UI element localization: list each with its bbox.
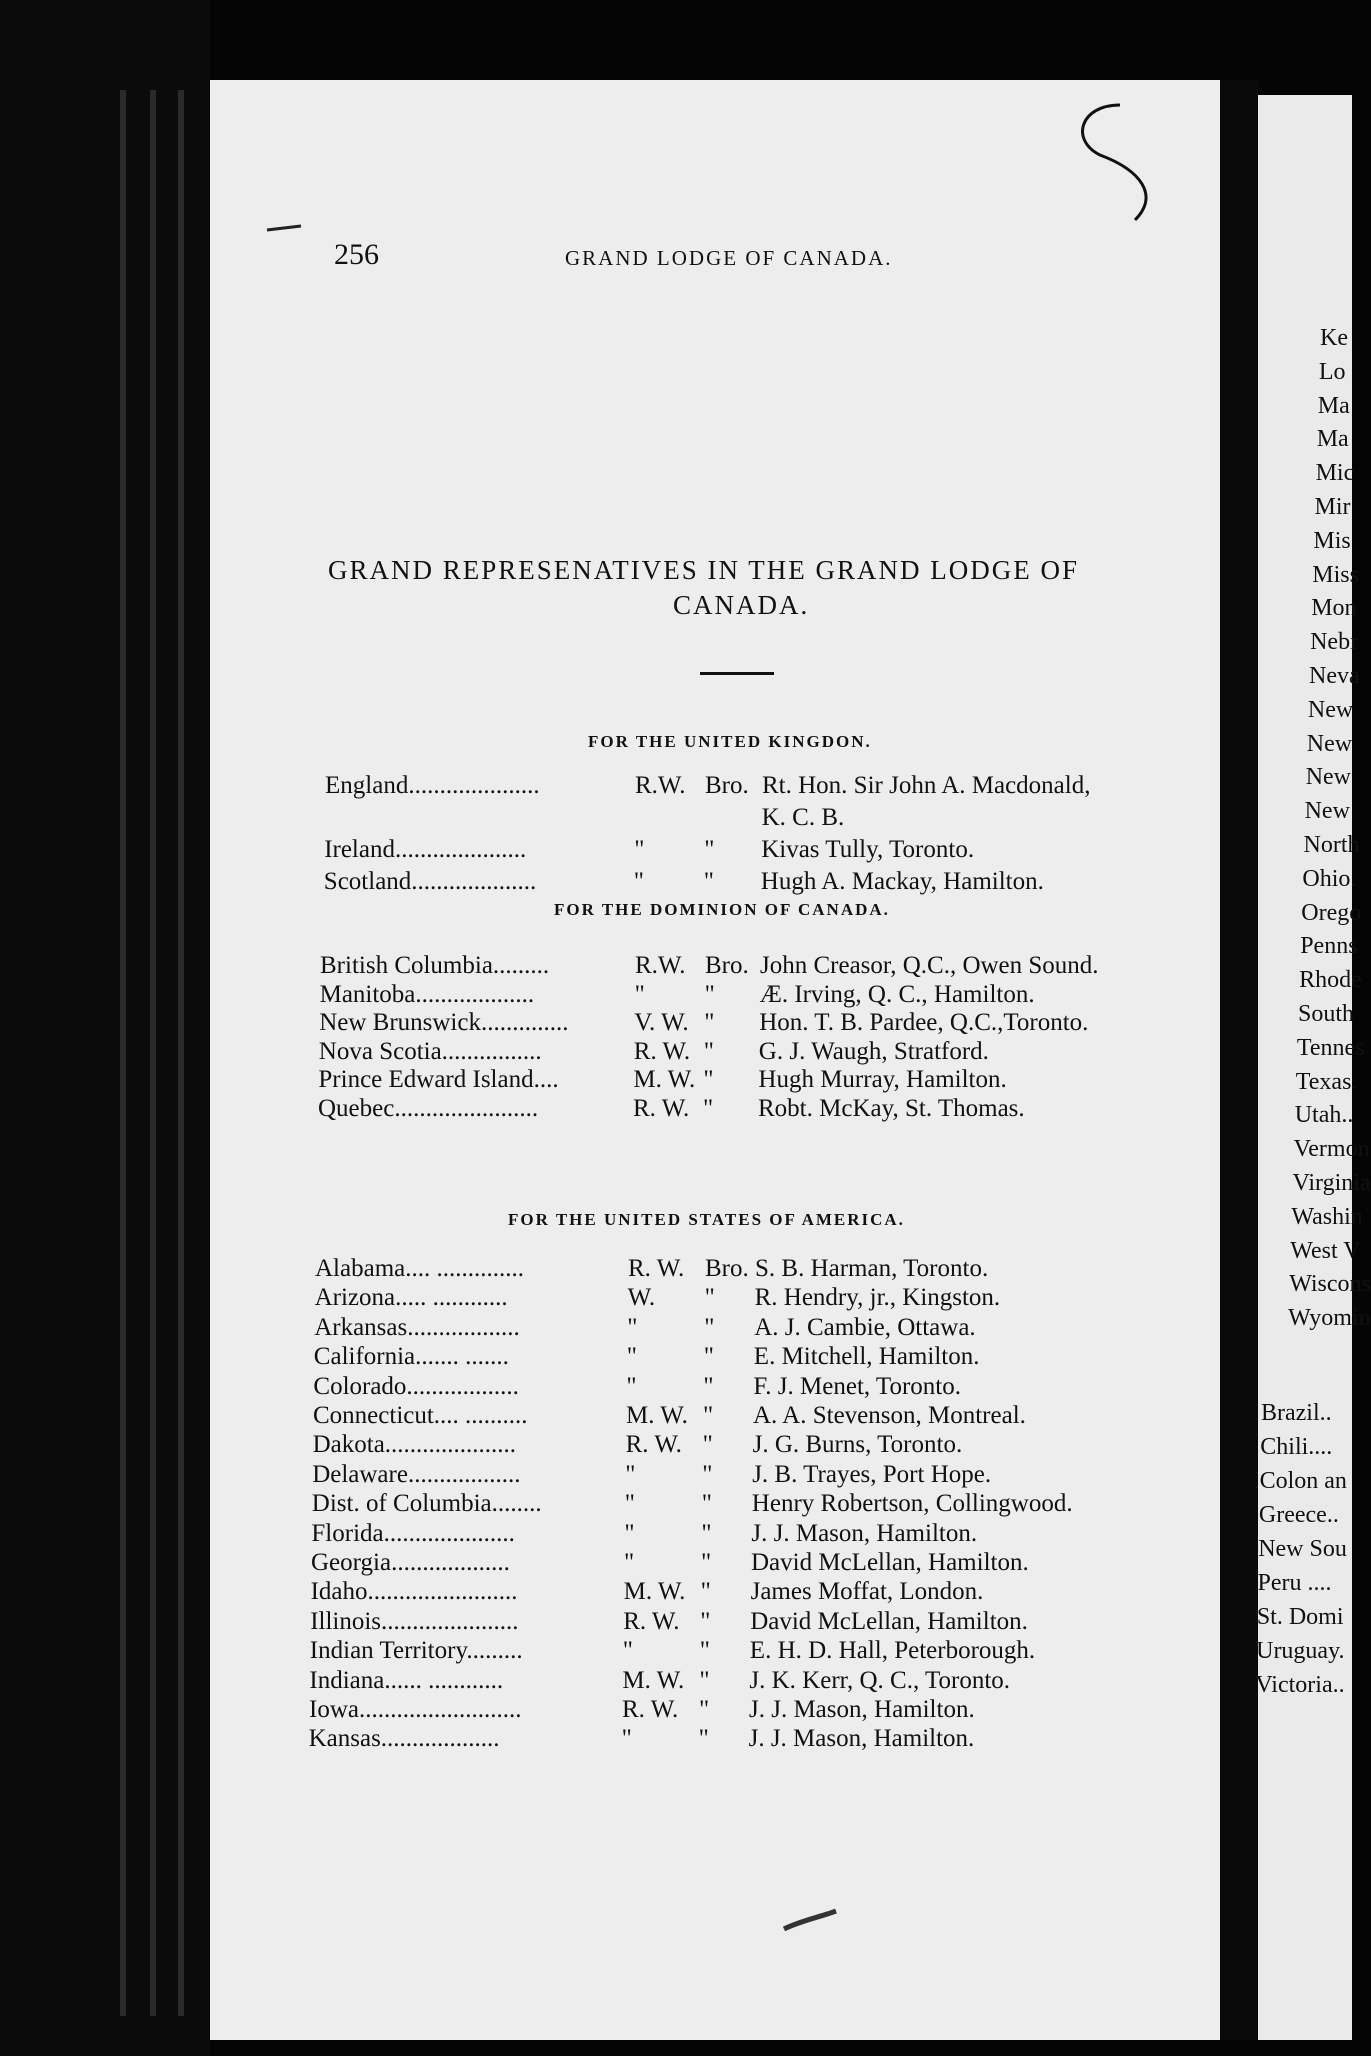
- state-cell: Arkansas..................: [314, 1313, 520, 1341]
- bro-cell: ": [703, 868, 715, 895]
- representative-cell: F. J. Menet, Toronto.: [753, 1372, 961, 1400]
- state-cell: New Brunswick..............: [319, 1009, 569, 1036]
- representative-cell: David McLellan, Hamilton.: [750, 1607, 1028, 1635]
- representative-cell: Robt. McKay, St. Thomas.: [758, 1094, 1025, 1122]
- state-cell: Scotland....................: [323, 868, 537, 895]
- title-rule: [700, 672, 774, 675]
- bro-cell: ": [704, 1284, 715, 1312]
- facing-page: [1255, 95, 1371, 2040]
- representative-cell: John Creasor, Q.C., Owen Sound.: [760, 952, 1099, 979]
- state-cell: Nova Scotia................: [318, 1037, 542, 1065]
- bro-cell: ": [702, 1431, 713, 1459]
- state-cell: Arizona..... ............: [314, 1284, 508, 1312]
- rank-cell: ": [634, 836, 645, 863]
- representative-cell: E. Mitchell, Hamilton.: [753, 1343, 980, 1371]
- rank-cell: ": [626, 1372, 637, 1400]
- rank-cell: R. W.: [633, 1094, 690, 1122]
- state-cell: England.....................: [325, 772, 540, 799]
- rank-cell: V. W.: [634, 1009, 689, 1036]
- bro-cell: ": [703, 1066, 714, 1093]
- facing-page-item: Brazil..: [1261, 1400, 1332, 1426]
- representative-cell: K. C. B.: [761, 804, 845, 831]
- state-cell: Alabama.... ..............: [315, 1255, 524, 1282]
- bro-cell: ": [703, 1402, 714, 1429]
- bro-cell: ": [700, 1578, 711, 1606]
- bro-cell: ": [704, 1313, 715, 1341]
- facing-page-item: Vermon: [1293, 1136, 1370, 1163]
- representative-cell: Hugh Murray, Hamilton.: [758, 1066, 1007, 1093]
- rank-cell: ": [626, 1343, 638, 1371]
- facing-page-item: Miss: [1312, 561, 1359, 588]
- spine-shadow: [150, 90, 156, 2016]
- facing-page-item: Nebr: [1310, 629, 1359, 656]
- rank-cell: R. W.: [628, 1255, 685, 1282]
- state-cell: Indian Territory.........: [309, 1637, 523, 1665]
- facing-page-item: New: [1304, 798, 1350, 825]
- rank-cell: ": [625, 1460, 636, 1488]
- facing-page-item: Tennes: [1296, 1034, 1365, 1061]
- bro-cell: ": [704, 1009, 715, 1036]
- facing-page-item: Mic: [1315, 460, 1355, 487]
- bro-cell: ": [701, 1549, 712, 1576]
- state-cell: Connecticut.... ..........: [313, 1402, 528, 1429]
- page-number: 256: [334, 238, 379, 271]
- facing-page-item: North: [1303, 832, 1360, 858]
- facing-page-item: Victoria..: [1255, 1672, 1345, 1698]
- facing-page-item: Peru ....: [1257, 1570, 1332, 1596]
- representative-cell: Æ. Irving, Q. C., Hamilton.: [759, 980, 1035, 1008]
- facing-page-item: New Sou: [1258, 1536, 1347, 1562]
- book-spine: [0, 0, 210, 2056]
- representative-cell: A. J. Cambie, Ottawa.: [754, 1313, 976, 1341]
- facing-page-item: West V: [1290, 1237, 1361, 1264]
- facing-page-item: Ma: [1316, 426, 1349, 453]
- facing-page-item: Ke: [1320, 325, 1348, 351]
- facing-page-item: Uruguay.: [1256, 1638, 1345, 1664]
- state-cell: Dist. of Columbia........: [311, 1490, 542, 1518]
- facing-page-item: Washin: [1291, 1203, 1363, 1230]
- representative-cell: J. K. Kerr, Q. C., Toronto.: [749, 1666, 1011, 1694]
- representative-cell: Hon. T. B. Pardee, Q.C.,Toronto.: [759, 1009, 1089, 1036]
- bro-cell: ": [703, 1094, 714, 1122]
- rank-cell: R.W.: [635, 772, 686, 799]
- representative-cell: Rt. Hon. Sir John A. Macdonald,: [762, 772, 1091, 799]
- representative-cell: Hugh A. Mackay, Hamilton.: [760, 868, 1044, 895]
- rank-cell: R. W.: [625, 1431, 682, 1459]
- rank-cell: ": [624, 1549, 635, 1576]
- representative-cell: J. B. Trayes, Port Hope.: [752, 1460, 992, 1488]
- handwritten-mark: [1040, 85, 1180, 225]
- representative-cell: David McLellan, Hamilton.: [751, 1549, 1029, 1576]
- section-heading-dominion-of-canada: FOR THE DOMINION OF CANADA.: [554, 900, 890, 919]
- facing-page-item: Penns: [1300, 933, 1358, 960]
- representative-cell: J. G. Burns, Toronto.: [752, 1431, 963, 1459]
- representative-cell: James Moffat, London.: [750, 1578, 984, 1606]
- rank-cell: M. W.: [622, 1666, 685, 1694]
- facing-page-item: Mis: [1313, 527, 1351, 554]
- representative-cell: A. A. Stevenson, Montreal.: [753, 1402, 1026, 1429]
- representative-cell: Kivas Tully, Toronto.: [761, 836, 975, 863]
- rank-cell: ": [624, 1490, 636, 1518]
- spine-shadow: [120, 90, 126, 2016]
- representative-cell: E. H. D. Hall, Peterborough.: [749, 1637, 1036, 1665]
- page-gutter: [1220, 80, 1258, 2040]
- bro-cell: ": [699, 1637, 711, 1665]
- facing-page-item: Virginia: [1292, 1170, 1371, 1196]
- state-cell: Georgia...................: [311, 1549, 510, 1576]
- bro-cell: ": [698, 1725, 709, 1753]
- rank-cell: R. W.: [622, 1696, 679, 1723]
- section-heading-united-kingdom: FOR THE UNITED KINGDON.: [588, 732, 872, 751]
- section-heading-united-states: FOR THE UNITED STATES OF AMERICA.: [508, 1210, 905, 1229]
- bro-cell: ": [703, 1343, 715, 1371]
- state-cell: Prince Edward Island....: [318, 1066, 559, 1093]
- bro-cell: Bro.: [705, 772, 749, 799]
- state-cell: Manitoba...................: [319, 980, 535, 1008]
- representative-cell: J. J. Mason, Hamilton.: [748, 1725, 975, 1753]
- facing-page-item: Texas.: [1295, 1068, 1358, 1095]
- representative-cell: Henry Robertson, Collingwood.: [751, 1490, 1073, 1518]
- rank-cell: M. W.: [633, 1066, 696, 1093]
- ink-smudge: [780, 1905, 840, 1935]
- facing-page-item: South: [1298, 1001, 1355, 1027]
- facing-page-item: Neva: [1309, 663, 1360, 689]
- page-title-continued: CANADA.: [673, 590, 810, 620]
- state-cell: Idaho........................: [310, 1578, 518, 1606]
- facing-page-item: Wiscons: [1289, 1271, 1371, 1298]
- bro-cell: ": [699, 1666, 710, 1694]
- facing-page-item: Chili....: [1260, 1434, 1333, 1460]
- facing-page-item: Wyomin: [1288, 1305, 1371, 1332]
- rank-cell: R. W.: [623, 1607, 680, 1635]
- state-cell: Ireland.....................: [324, 836, 527, 863]
- running-head: GRAND LODGE OF CANADA.: [565, 246, 893, 270]
- facing-page-item: Greece..: [1258, 1502, 1339, 1528]
- bro-cell: ": [704, 980, 715, 1008]
- bro-cell: Bro.: [705, 952, 749, 979]
- facing-page-item: Ohio.: [1302, 865, 1357, 892]
- representative-cell: R. Hendry, jr., Kingston.: [754, 1284, 1001, 1312]
- facing-page-item: Ma: [1317, 392, 1350, 419]
- bro-cell: ": [701, 1490, 713, 1518]
- facing-page-item: Utah..: [1294, 1102, 1354, 1129]
- facing-page-item: Orego: [1301, 899, 1362, 926]
- state-cell: Florida.....................: [311, 1519, 515, 1547]
- bro-cell: ": [703, 1372, 714, 1400]
- bro-cell: ": [703, 1037, 715, 1065]
- state-cell: California....... .......: [313, 1343, 509, 1371]
- rank-cell: ": [633, 868, 645, 895]
- facing-page-item: New: [1306, 730, 1353, 757]
- facing-page-item: St. Domi: [1256, 1604, 1344, 1630]
- facing-page-item: Mir: [1314, 494, 1351, 520]
- representative-cell: S. B. Harman, Toronto.: [755, 1255, 989, 1282]
- rank-cell: ": [624, 1519, 635, 1547]
- rank-cell: ": [621, 1725, 632, 1753]
- facing-page-item: New: [1307, 696, 1354, 723]
- rank-cell: W.: [627, 1284, 656, 1312]
- facing-page-item: Mon: [1311, 595, 1357, 622]
- facing-page-item: New: [1305, 764, 1352, 791]
- state-cell: Colorado..................: [313, 1372, 519, 1400]
- representative-cell: G. J. Waugh, Stratford.: [758, 1037, 989, 1065]
- bro-cell: Bro.: [705, 1255, 749, 1282]
- rank-cell: ": [634, 980, 645, 1008]
- rank-cell: M. W.: [626, 1402, 688, 1429]
- rank-cell: R.W.: [635, 952, 686, 979]
- rank-cell: M. W.: [623, 1578, 686, 1606]
- bro-cell: ": [704, 836, 715, 863]
- facing-page-item: Rhode: [1299, 967, 1362, 994]
- facing-page-item: Lo: [1318, 358, 1346, 385]
- bro-cell: ": [700, 1607, 711, 1635]
- state-cell: Iowa..........................: [309, 1696, 522, 1723]
- spine-shadow: [178, 90, 184, 2016]
- bro-cell: ": [699, 1696, 710, 1723]
- state-cell: Kansas...................: [308, 1725, 500, 1753]
- state-cell: Delaware..................: [312, 1460, 521, 1488]
- facing-page-item: Colon an: [1259, 1468, 1347, 1494]
- state-cell: Dakota.....................: [312, 1431, 517, 1459]
- state-cell: Quebec.......................: [318, 1094, 539, 1122]
- ink-smudge: [265, 220, 305, 234]
- bro-cell: ": [701, 1519, 712, 1547]
- page-title: GRAND REPRESENATIVES IN THE GRAND LODGE OF: [328, 555, 1080, 585]
- rank-cell: ": [622, 1637, 634, 1665]
- representative-cell: J. J. Mason, Hamilton.: [751, 1519, 978, 1547]
- state-cell: Illinois......................: [310, 1607, 519, 1635]
- state-cell: British Columbia.........: [320, 952, 550, 979]
- rank-cell: R. W.: [633, 1037, 691, 1065]
- rank-cell: ": [627, 1313, 638, 1341]
- bro-cell: ": [702, 1460, 713, 1488]
- representative-cell: J. J. Mason, Hamilton.: [749, 1696, 975, 1723]
- state-cell: Indiana...... ............: [309, 1666, 504, 1694]
